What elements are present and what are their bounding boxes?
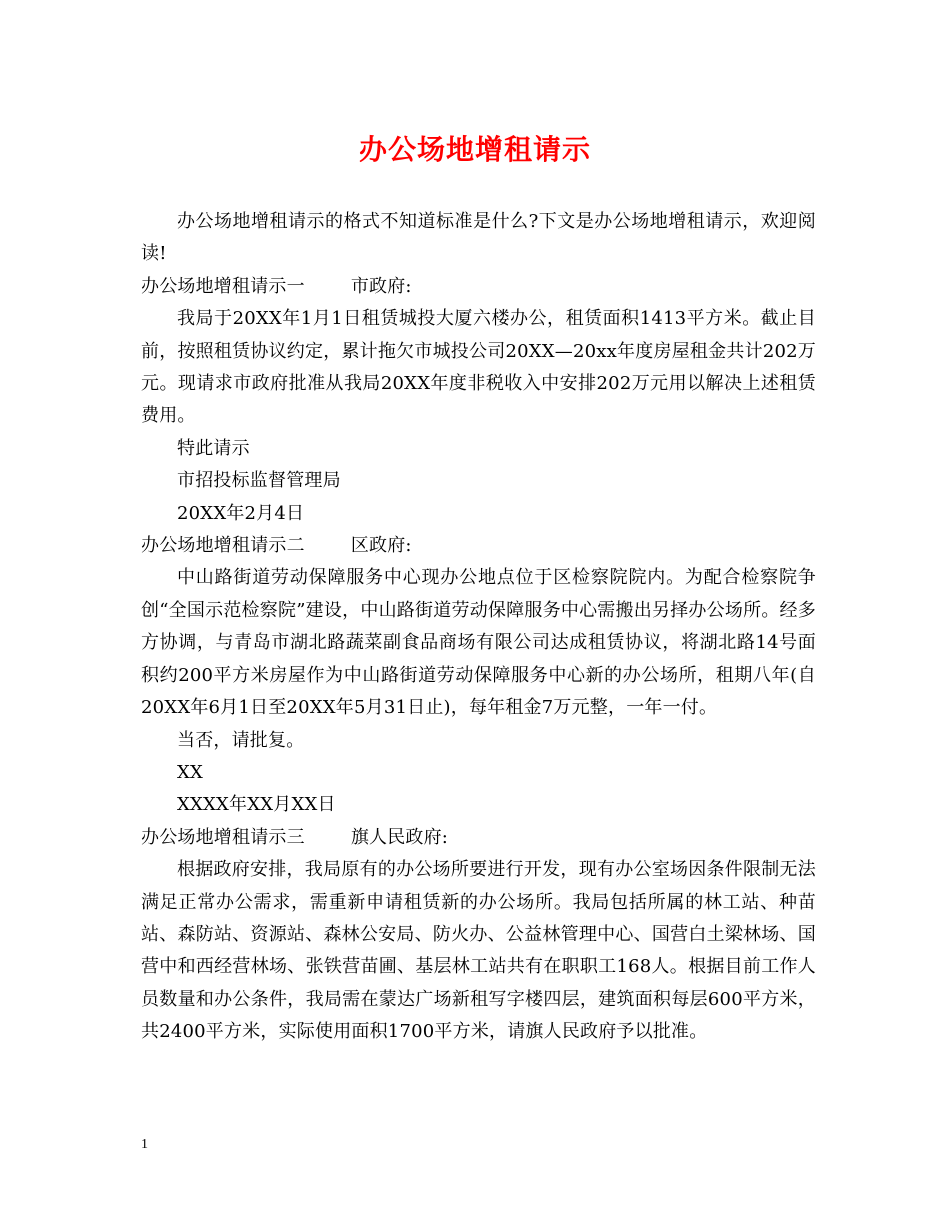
intro-paragraph: 办公场地增租请示的格式不知道标准是什么?下文是办公场地增租请示，欢迎阅读!	[141, 211, 816, 265]
section-3-heading-line	[141, 822, 816, 854]
section-1-signer: 市招投标监督管理局	[177, 470, 341, 492]
section-1-heading: 办公场地增租请示一	[141, 275, 305, 297]
section-2-heading-line	[141, 530, 816, 562]
section-2-signer: XX	[177, 761, 204, 783]
section-2-body: 中山路街道劳动保障服务中心现办公地点位于区检察院院内。为配合检察院争创“全国示范检察院”建设，中山路街道劳动保障服务中心需搬出另择办公场所。经多方协调，与青岛市湖北路蔬菜副食品商场有限公司达成租赁协议，将湖北路14号面积约200平方米房屋作为中山路街道劳动保障服务中心新的办公场所，租期八年(自20XX年6月1日至20XX年5月31日止)，每年租金7万元整，一年一付。	[141, 567, 816, 719]
section-2-date: XXXX年XX月XX日	[177, 794, 336, 816]
section-2-heading: 办公场地增租请示二	[141, 535, 305, 557]
section-3-heading: 办公场地增租请示三	[141, 826, 305, 848]
section-3-body: 根据政府安排，我局原有的办公场所要进行开发，现有办公室场因条件限制无法满足正常办公需求，需重新申请租赁新的办公场所。我局包括所属的林工站、种苗站、森防站、资源站、森林公安局、防火办、公益林管理中心、国营白土梁林场、国营中和西经营林场、张铁营苗圃、基层林工站共有在职职工168人。根据目前工作人员数量和办公条件，我局需在蒙达广场新租写字楼四层，建筑面积每层600平方米，共2400平方米，实际使用面积1700平方米，请旗人民政府予以批准。	[141, 859, 816, 1043]
section-1-addressee: 市政府:	[350, 275, 412, 297]
page-number: 1	[141, 1137, 148, 1152]
document-title: 办公场地增租请示	[358, 133, 591, 166]
section-2-closing: 当否，请批复。	[177, 729, 305, 751]
section-3-addressee: 旗人民政府:	[350, 826, 449, 848]
section-1-closing: 特此请示	[177, 437, 250, 459]
document-body	[141, 206, 816, 1049]
section-1-body: 我局于20XX年1月1日租赁城投大厦六楼办公，租赁面积1413平方米。截止目前，按照租赁协议约定，累计拖欠市城投公司20XX—20xx年度房屋租金共计202万元。现请求市政府批准从我局20XX年度非税收入中安排202万元用以解决上述租赁费用。	[141, 308, 816, 427]
section-2-addressee: 区政府:	[350, 535, 412, 557]
section-1-date: 20XX年2月4日	[177, 502, 305, 524]
section-1-heading-line	[141, 271, 816, 303]
